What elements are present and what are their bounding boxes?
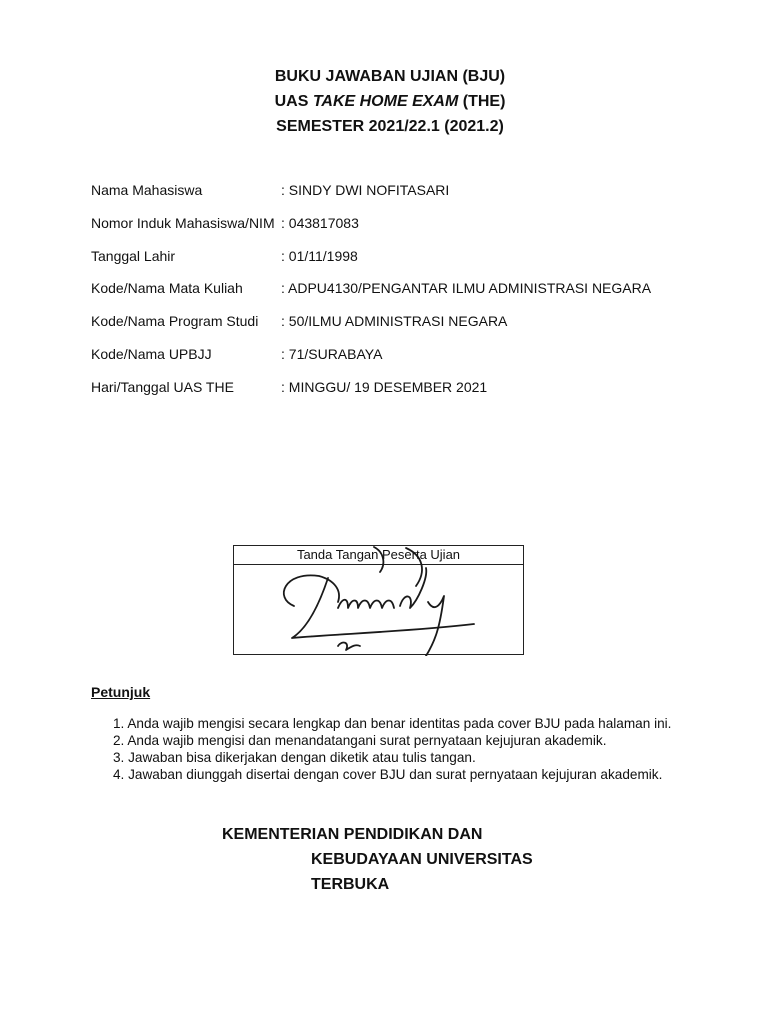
signature-stroke	[338, 600, 394, 608]
signature-stroke	[422, 596, 444, 656]
footer-ministry-line1: KEMENTERIAN PENDIDIKAN DAN	[222, 826, 483, 843]
instructions-list	[113, 715, 671, 783]
info-label: Kode/Nama Mata Kuliah	[91, 280, 243, 297]
signature-strokes	[284, 547, 474, 656]
info-value: : 043817083	[281, 213, 359, 233]
signature-stroke	[284, 575, 339, 606]
document-header	[0, 64, 768, 139]
info-label: Tanggal Lahir	[91, 247, 176, 264]
header-title: BUKU JAWABAN UJIAN (BJU)	[274, 68, 506, 85]
info-value: : 50/ILMU ADMINISTRASI NEGARA	[281, 311, 507, 331]
footer-ministry-line3: TERBUKA	[311, 876, 390, 893]
signature-box	[233, 545, 524, 655]
info-label: Hari/Tanggal UAS THE	[91, 378, 234, 395]
signature-stroke	[374, 547, 383, 572]
info-label: Kode/Nama UPBJJ	[91, 345, 212, 362]
instruction-item: 1. Anda wajib mengisi secara lengkap dan benar identitas pada cover BJU pada halaman ini.	[113, 716, 672, 731]
instruction-item: 2. Anda wajib mengisi dan menandatangani surat pernyataan kejujuran akademik.	[113, 733, 607, 748]
instruction-item: 3. Jawaban bisa dikerjakan dengan diketik atau tulis tangan.	[113, 750, 476, 765]
signature-box-title: Tanda Tangan Peserta Ujian	[234, 546, 523, 565]
header-exam-suffix: (THE)	[458, 93, 506, 110]
info-label: Nama Mahasiswa	[91, 182, 203, 198]
signature-stroke	[338, 643, 360, 650]
info-label: Kode/Nama Program Studi	[91, 313, 259, 330]
info-value: : SINDY DWI NOFITASARI	[281, 180, 449, 200]
signature-stroke	[292, 578, 474, 638]
instructions-title: Petunjuk	[91, 684, 151, 700]
info-value: : 71/SURABAYA	[281, 344, 382, 364]
header-exam-prefix: UAS	[274, 93, 313, 110]
info-value: : MINGGU/ 19 DESEMBER 2021	[281, 377, 487, 397]
header-exam-type	[0, 89, 768, 114]
signature-image	[234, 546, 525, 656]
header-semester: SEMESTER 2021/22.1 (2021.2)	[276, 118, 504, 135]
info-value: : 01/11/1998	[281, 246, 358, 266]
header-exam-italic: TAKE HOME EXAM	[312, 93, 459, 110]
info-label: Nomor Induk Mahasiswa/NIM	[91, 214, 275, 231]
instruction-item: 4. Jawaban diunggah disertai dengan cover BJU dan surat pernyataan kejujuran akademik.	[113, 767, 663, 782]
signature-stroke	[406, 548, 422, 586]
info-value: : ADPU4130/PENGANTAR ILMU ADMINISTRASI NEGARA	[281, 278, 651, 298]
footer-ministry-line2: KEBUDAYAAN UNIVERSITAS	[311, 851, 533, 868]
